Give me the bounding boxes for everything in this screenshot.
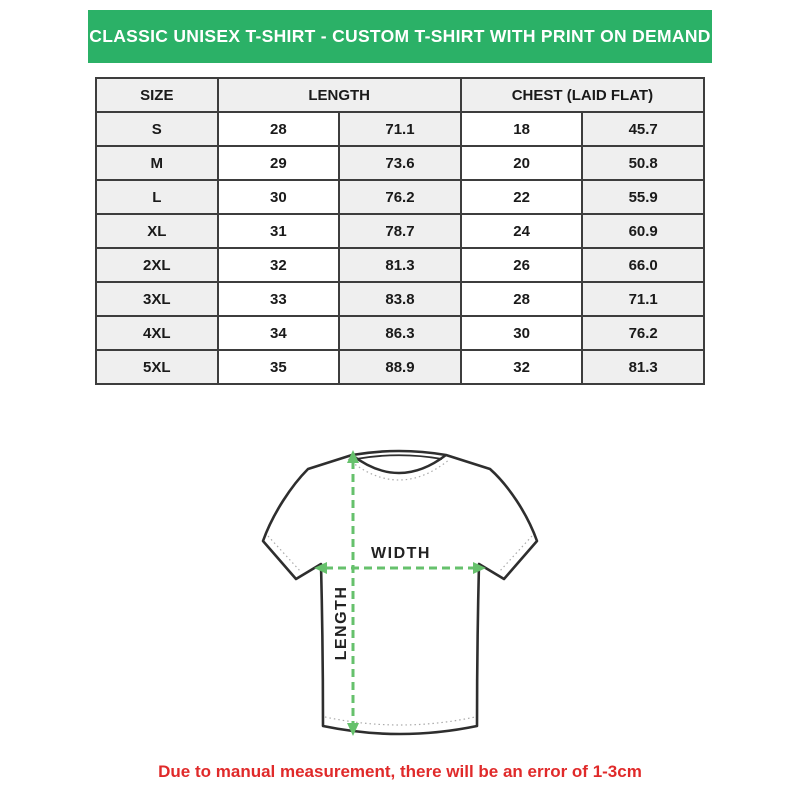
tshirt-outline <box>263 451 537 734</box>
chest-in-cell: 26 <box>461 248 583 282</box>
size-cell: 5XL <box>96 350 218 384</box>
chest-cm-cell: 55.9 <box>582 180 704 214</box>
length-in-cell: 31 <box>218 214 340 248</box>
length-in-cell: 32 <box>218 248 340 282</box>
chest-in-cell: 18 <box>461 112 583 146</box>
page-title: CLASSIC UNISEX T-SHIRT - CUSTOM T-SHIRT WITH PRINT ON DEMAND <box>89 26 711 46</box>
length-cm-cell: 86.3 <box>339 316 461 350</box>
chest-cm-cell: 66.0 <box>582 248 704 282</box>
table-row <box>96 316 704 350</box>
length-cm-cell: 73.6 <box>339 146 461 180</box>
table-row <box>96 214 704 248</box>
col-header-chest: CHEST (LAID FLAT) <box>461 78 704 112</box>
size-cell: 3XL <box>96 282 218 316</box>
col-header-size: SIZE <box>96 78 218 112</box>
title-banner <box>88 10 712 63</box>
table-row <box>96 248 704 282</box>
length-cm-cell: 88.9 <box>339 350 461 384</box>
chest-in-cell: 30 <box>461 316 583 350</box>
length-label: LENGTH <box>333 585 350 661</box>
length-cm-cell: 76.2 <box>339 180 461 214</box>
chest-in-cell: 28 <box>461 282 583 316</box>
table-row <box>96 146 704 180</box>
size-cell: M <box>96 146 218 180</box>
size-cell: L <box>96 180 218 214</box>
chest-cm-cell: 71.1 <box>582 282 704 316</box>
length-cm-cell: 71.1 <box>339 112 461 146</box>
length-cm-cell: 78.7 <box>339 214 461 248</box>
length-in-cell: 29 <box>218 146 340 180</box>
chest-cm-cell: 76.2 <box>582 316 704 350</box>
size-cell: XL <box>96 214 218 248</box>
table-row <box>96 180 704 214</box>
length-in-cell: 28 <box>218 112 340 146</box>
length-in-cell: 30 <box>218 180 340 214</box>
table-row <box>96 112 704 146</box>
tshirt-measurement-diagram <box>255 444 545 746</box>
table-header-row <box>96 78 704 112</box>
measurement-disclaimer: Due to manual measurement, there will be an error of 1-3cm <box>158 762 642 781</box>
size-cell: 2XL <box>96 248 218 282</box>
size-cell: S <box>96 112 218 146</box>
length-in-cell: 35 <box>218 350 340 384</box>
chest-cm-cell: 45.7 <box>582 112 704 146</box>
size-cell: 4XL <box>96 316 218 350</box>
chest-cm-cell: 50.8 <box>582 146 704 180</box>
col-header-length: LENGTH <box>218 78 461 112</box>
size-table <box>95 77 705 385</box>
chest-cm-cell: 60.9 <box>582 214 704 248</box>
chest-in-cell: 32 <box>461 350 583 384</box>
length-cm-cell: 83.8 <box>339 282 461 316</box>
width-label: WIDTH <box>371 545 431 562</box>
chest-cm-cell: 81.3 <box>582 350 704 384</box>
chest-in-cell: 22 <box>461 180 583 214</box>
length-in-cell: 34 <box>218 316 340 350</box>
chest-in-cell: 24 <box>461 214 583 248</box>
table-row <box>96 282 704 316</box>
chest-in-cell: 20 <box>461 146 583 180</box>
length-cm-cell: 81.3 <box>339 248 461 282</box>
table-row <box>96 350 704 384</box>
length-in-cell: 33 <box>218 282 340 316</box>
